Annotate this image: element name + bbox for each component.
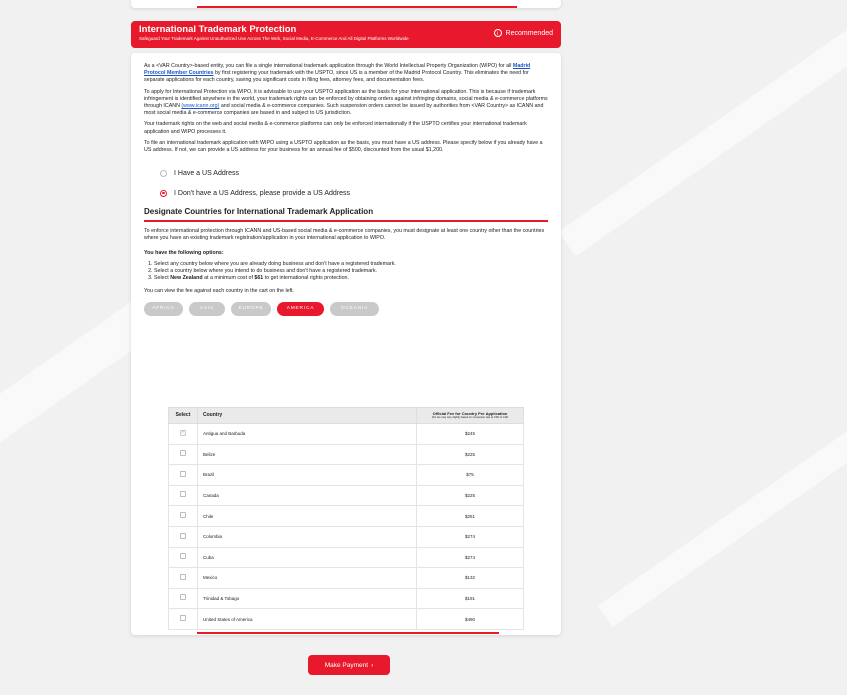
country-cell: Mexico xyxy=(198,568,417,589)
column-header-country: Country xyxy=(198,408,417,424)
tab-europe[interactable]: EUROPE xyxy=(231,302,271,316)
table-row[interactable] xyxy=(169,465,524,486)
country-cell: United States of America xyxy=(198,609,417,630)
table-row[interactable] xyxy=(169,485,524,506)
info-icon: i xyxy=(494,29,502,37)
country-cell: Belize xyxy=(198,444,417,465)
checkbox[interactable] xyxy=(180,553,186,559)
checkbox[interactable] xyxy=(180,430,186,436)
radio-have-us-address[interactable] xyxy=(160,168,548,178)
intro-paragraph-4: To file an international trademark application with WIPO using a USPTO application as the basis, you must have a US address. Please specify below if you already have a US address. If not, we can provide a US address for your business for an annual fee of $500, discounted from the usual $1,200. xyxy=(144,139,543,154)
protection-header xyxy=(131,21,561,48)
fee-cell: $245 xyxy=(417,424,524,445)
previous-card xyxy=(131,0,561,8)
country-cell: Brazil xyxy=(198,465,417,486)
intro-text: As a <VAR Country>-based entity, you can file a single international trademark application through the World Intellectual Property Organization (WIPO) for all xyxy=(144,63,513,69)
select-cell[interactable] xyxy=(169,547,198,568)
select-cell[interactable] xyxy=(169,526,198,547)
options-heading: You have the following options: xyxy=(144,249,224,256)
intro-text: and social media & e-commerce companies. Such suspension orders cannot be issued by authorities from <VAR Country> as ICANN and most social media & e-commerce companies are based in and subject to US jurisdiction. xyxy=(144,103,544,117)
option-text: Select xyxy=(154,275,171,282)
fee-cell: $274 xyxy=(417,526,524,547)
option-text: New Zealand xyxy=(170,275,203,282)
fee-note: You can view the fee against each country in the cart on the left. xyxy=(144,288,294,295)
select-cell[interactable] xyxy=(169,609,198,630)
fee-cell: $191 xyxy=(417,588,524,609)
table-row[interactable] xyxy=(169,568,524,589)
intro-paragraph-1 xyxy=(144,63,548,85)
designate-text: To enforce international protection through ICANN and US-based social media & e-commerce companies, you must designate at least one country other than the countries where you have an existing trademark registration/application in your international application to WIPO. xyxy=(144,228,545,242)
select-cell[interactable] xyxy=(169,465,198,486)
region-tabs xyxy=(144,302,548,316)
checkbox[interactable] xyxy=(180,471,186,477)
checkbox[interactable] xyxy=(180,615,186,621)
table-row[interactable] xyxy=(169,609,524,630)
table-row[interactable] xyxy=(169,444,524,465)
radio-provide-us-address[interactable] xyxy=(160,188,548,198)
tab-oceania[interactable]: OCEANIA xyxy=(330,302,379,316)
tab-america[interactable]: AMERICA xyxy=(277,302,324,316)
checkbox[interactable] xyxy=(180,574,186,580)
make-payment-button[interactable] xyxy=(308,655,390,675)
intro-text: To apply for International Protection via WIPO, it is advisable to use your USPTO application as the basis for your international application. This is because if trademark infringement is identified anywhere in the world, your trademark rights can be enforced by obtaining orders against infringing domains, social media & e-commerce platforms through ICANN xyxy=(144,88,548,110)
option-item: 1. Select any country below where you are already doing business and don't have a registered trademark. xyxy=(154,261,548,268)
country-cell: Cuba xyxy=(198,547,417,568)
header-title: International Trademark Protection xyxy=(139,24,297,35)
option-text: to get international rights protection. xyxy=(263,275,349,282)
radio-icon[interactable] xyxy=(160,190,167,197)
select-cell[interactable] xyxy=(169,506,198,527)
column-header-select: Select xyxy=(169,408,198,424)
tab-africa[interactable]: AFRICA xyxy=(144,302,183,316)
make-payment-label: Make Payment xyxy=(324,661,369,669)
fee-cell: $274 xyxy=(417,547,524,568)
intro-paragraph-3: Your trademark rights on the web and social media & e-commerce platforms can only be enforced internationally if the USPTO certifies your international trademark application and WIPO processes it. xyxy=(144,121,527,135)
section-divider xyxy=(144,220,548,222)
option-item xyxy=(154,275,548,282)
country-cell: Canada xyxy=(198,485,417,506)
column-header-fee xyxy=(417,408,524,424)
option-text: at a minimum cost of xyxy=(202,275,255,282)
intro-paragraph-2 xyxy=(144,89,548,118)
select-cell[interactable] xyxy=(169,588,198,609)
checkbox[interactable] xyxy=(180,450,186,456)
option-item: 2. Select a country below where you intend to do business and don't have a registered trademark. xyxy=(154,268,548,275)
recommended-label: Recommended xyxy=(505,29,553,37)
select-cell[interactable] xyxy=(169,424,198,445)
options-list xyxy=(144,261,548,283)
country-cell: Trinidad & Tobago xyxy=(198,588,417,609)
table-row[interactable] xyxy=(169,547,524,568)
country-cell: Colombia xyxy=(198,526,417,547)
section-title: Designate Countries for International Trademark Application xyxy=(144,207,374,217)
chevron-right-icon: › xyxy=(371,661,374,669)
fee-cell: $490 xyxy=(417,609,524,630)
accent-bar xyxy=(197,6,517,8)
country-fee-table xyxy=(168,407,524,630)
madrid-protocol-link[interactable]: Madrid Protocol Member Countries xyxy=(144,63,531,77)
radio-label: I Have a US Address xyxy=(174,169,239,177)
fee-cell: $132 xyxy=(417,568,524,589)
tab-asia[interactable]: ASIA xyxy=(189,302,225,316)
radio-label: I Don't have a US Address, please provide a US Address xyxy=(174,189,351,197)
intro-text: by first registering your trademark with the USPTO, since US is a member of the Madrid Protocol Country. This eliminates the need for separate applications for each country, saving you significant costs in filing fees, attorney fees, and documentation fees. xyxy=(144,70,529,84)
fee-cell: $225 xyxy=(417,485,524,506)
option-text: $61 xyxy=(254,275,264,282)
recommended-badge xyxy=(494,29,553,37)
fee-cell: $225 xyxy=(417,444,524,465)
country-cell: Chile xyxy=(198,506,417,527)
fee-header-label: Official Fee for Country Per Application xyxy=(432,410,508,416)
country-cell: Antigua and Barbuda xyxy=(198,424,417,445)
header-subtitle: Safeguard Your Trademark Against Unauthorized Use Across The Web, Social Media, E-Commerce And All Digital Platforms Worldwide xyxy=(139,36,409,41)
accent-bar xyxy=(197,632,499,634)
table-row[interactable] xyxy=(169,506,524,527)
select-cell[interactable] xyxy=(169,485,198,506)
select-cell[interactable] xyxy=(169,568,198,589)
fee-cell: $75 xyxy=(417,465,524,486)
fee-cell: $251 xyxy=(417,506,524,527)
fee-header-note: (the fee may vary slightly based on conversion rate at USD to CHF xyxy=(431,416,509,420)
checkbox[interactable] xyxy=(180,594,186,600)
checkbox[interactable] xyxy=(180,512,186,518)
table-row[interactable] xyxy=(169,424,524,445)
checkbox[interactable] xyxy=(180,533,186,539)
main-card xyxy=(131,53,561,635)
table-row[interactable] xyxy=(169,526,524,547)
table-row[interactable] xyxy=(169,588,524,609)
icann-link[interactable]: (www.icann.org) xyxy=(181,103,220,110)
checkbox[interactable] xyxy=(180,491,186,497)
radio-icon[interactable] xyxy=(160,170,167,177)
select-cell[interactable] xyxy=(169,444,198,465)
